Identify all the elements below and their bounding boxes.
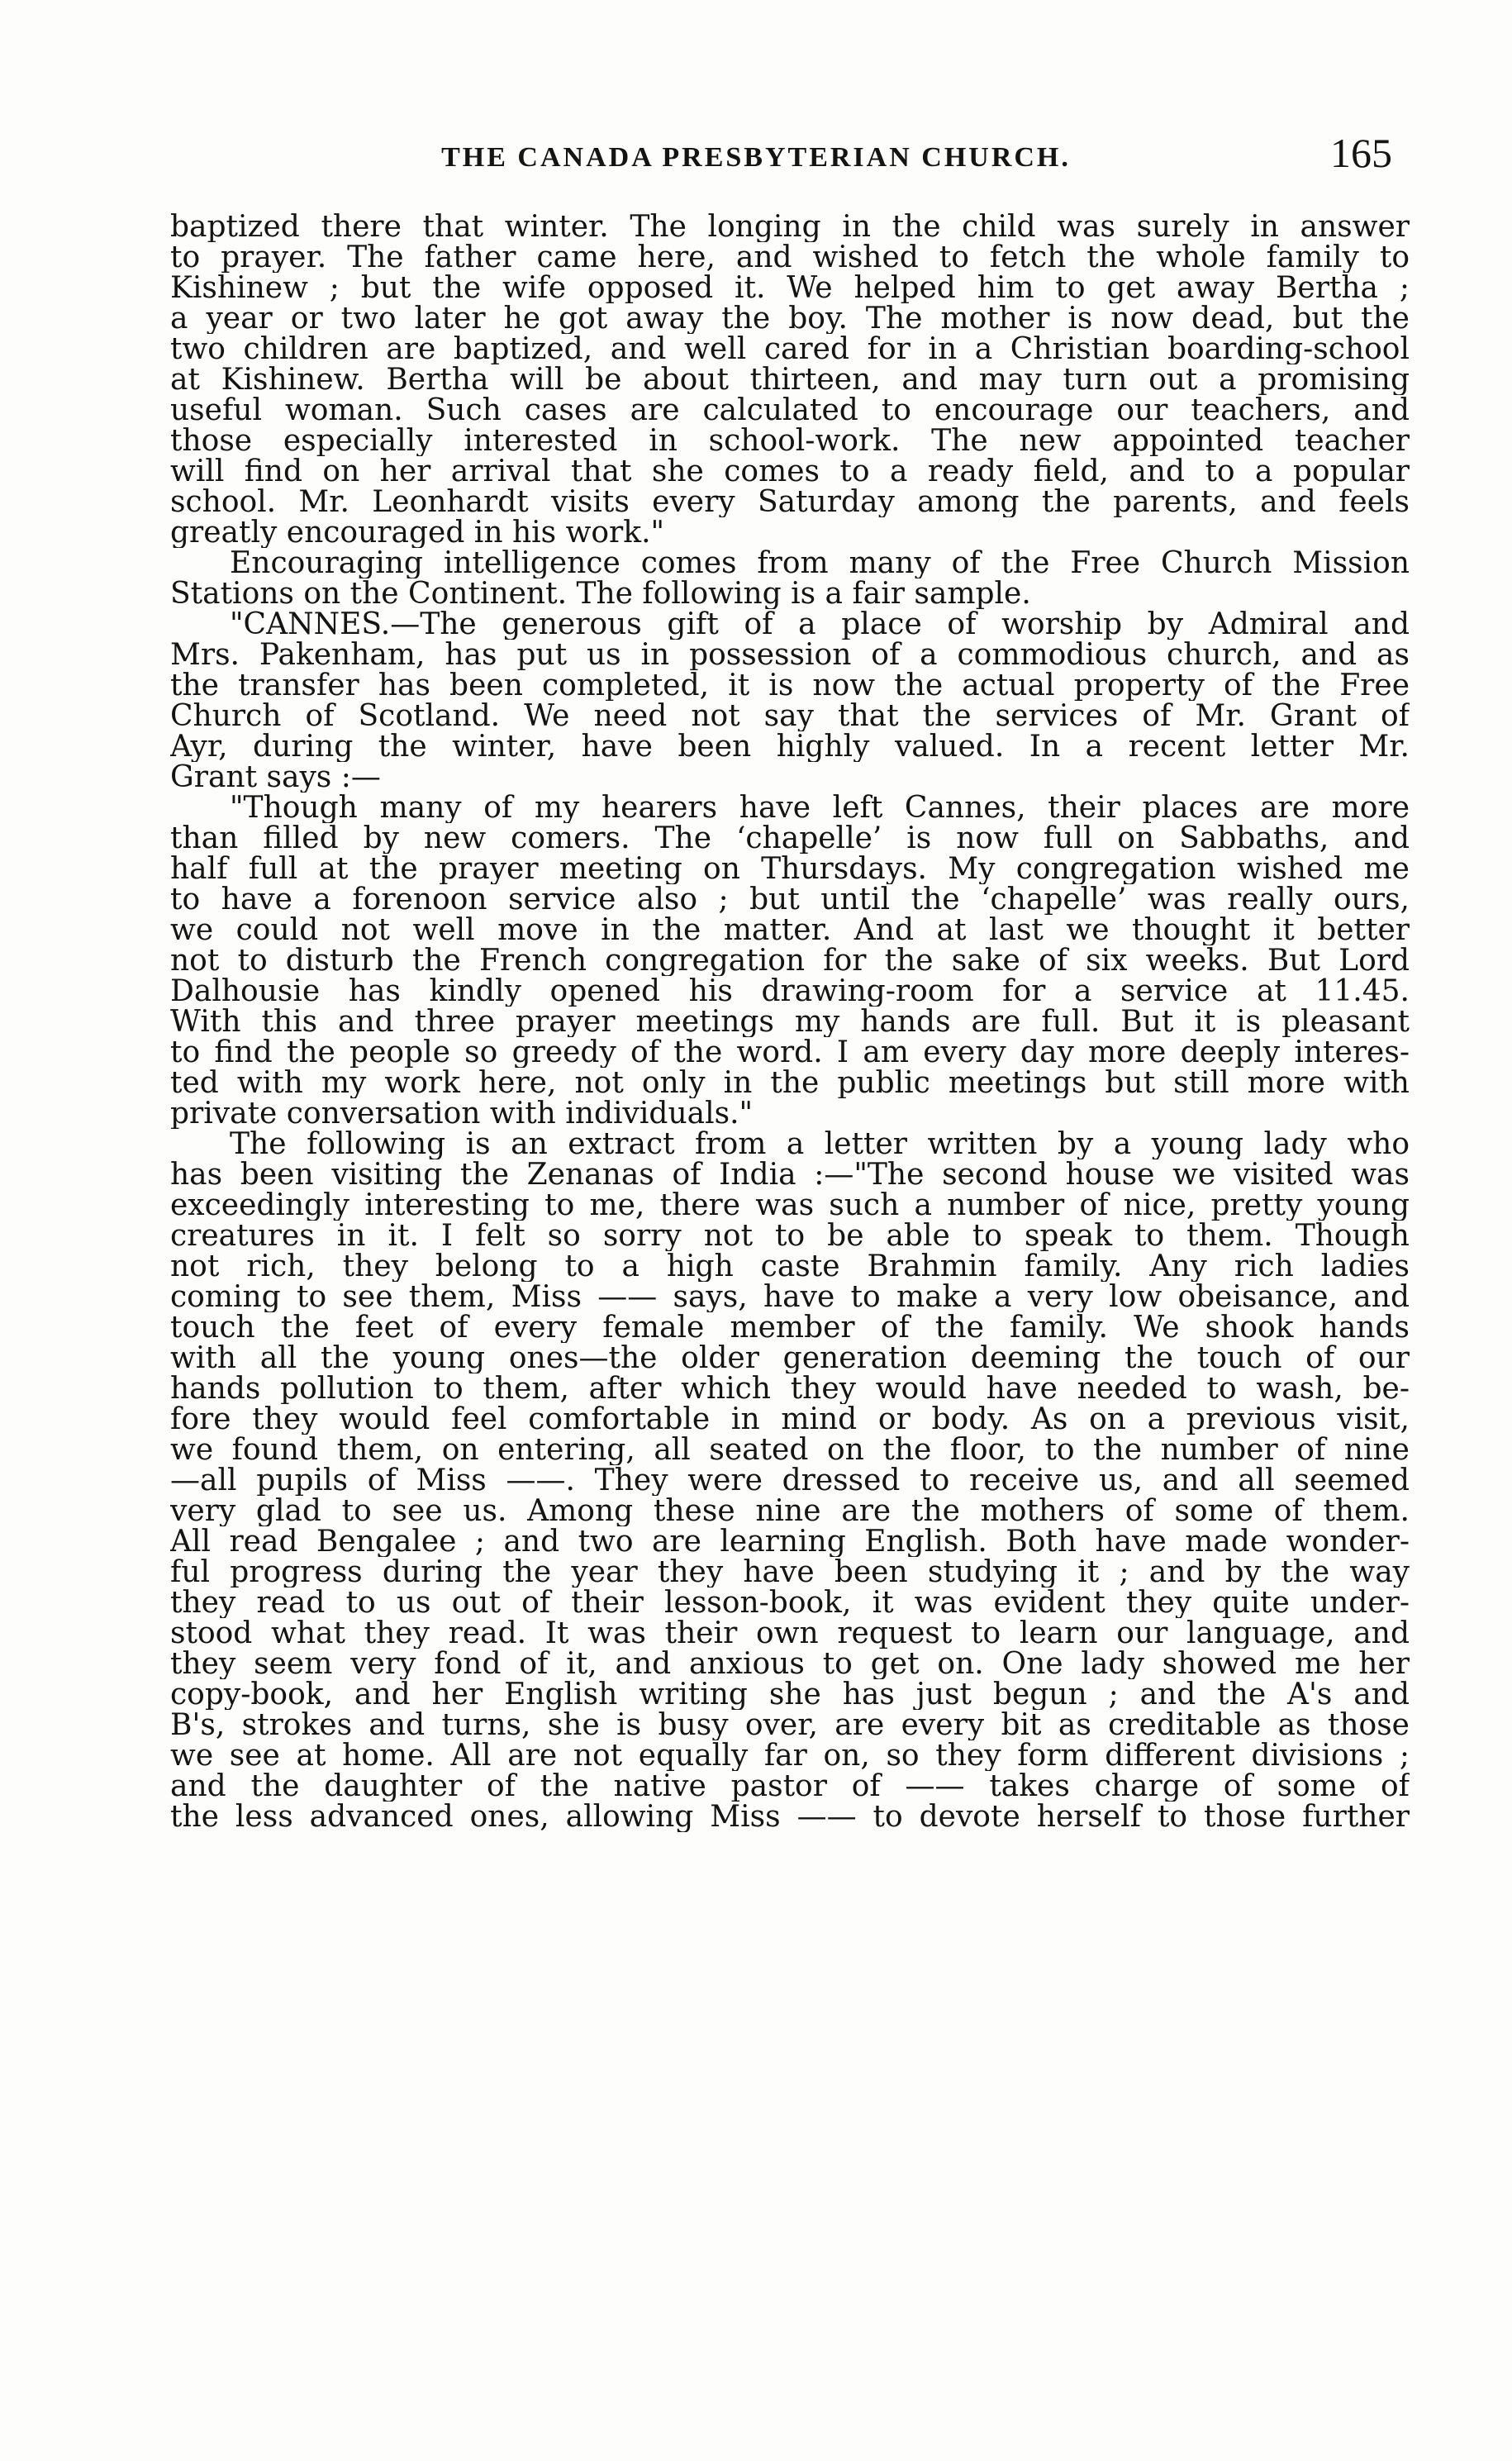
- body-line: B's, strokes and turns, she is busy over, are every bit as creditable as those: [170, 1710, 1410, 1740]
- body-line: and the daughter of the native pastor of —— takes charge of some of: [170, 1771, 1410, 1802]
- body-line: ted with my work here, not only in the public meetings but still more with: [170, 1068, 1410, 1098]
- body-line: hands pollution to them, after which they would have needed to wash, be-: [170, 1373, 1410, 1404]
- body-line: not rich, they belong to a high caste Brahmin family. Any rich ladies: [170, 1251, 1410, 1282]
- body-line: private conversation with individuals.": [170, 1098, 754, 1129]
- body-line: those especially interested in school-work. The new appointed teacher: [170, 426, 1410, 456]
- body-line: creatures in it. I felt so sorry not to be able to speak to them. Though: [170, 1221, 1410, 1251]
- body-line: they seem very fond of it, and anxious to get on. One lady showed me her: [170, 1649, 1410, 1679]
- body-line: the transfer has been completed, it is now the actual property of the Free: [170, 670, 1410, 701]
- body-line: With this and three prayer meetings my hands are full. But it is pleasant: [170, 1007, 1410, 1037]
- body-line: half full at the prayer meeting on Thursdays. My congregation wished me: [170, 854, 1410, 884]
- paragraph-start-line: Encouraging intelligence comes from many of the Free Church Mission: [230, 548, 1410, 578]
- body-line: the less advanced ones, allowing Miss —— to devote herself to those further: [170, 1802, 1410, 1832]
- body-line: Stations on the Continent. The following is a fair sample.: [170, 578, 1031, 609]
- body-line: Kishinew ; but the wife opposed it. We helped him to get away Bertha ;: [170, 273, 1410, 303]
- body-line: —all pupils of Miss ——. They were dressed to receive us, and all seemed: [170, 1465, 1410, 1496]
- body-line: we see at home. All are not equally far on, so they form different divisions ;: [170, 1740, 1410, 1771]
- body-line: coming to see them, Miss —— says, have to make a very low obeisance, and: [170, 1282, 1410, 1312]
- body-line: at Kishinew. Bertha will be about thirteen, and may turn out a promising: [170, 364, 1410, 395]
- paragraph-start-line: "CANNES.—The generous gift of a place of worship by Admiral and: [230, 609, 1410, 640]
- body-line: useful woman. Such cases are calculated to encourage our teachers, and: [170, 395, 1410, 426]
- body-line: Ayr, during the winter, have been highly valued. In a recent letter Mr.: [170, 731, 1410, 762]
- page-number: 165: [1330, 130, 1392, 176]
- body-line: a year or two later he got away the boy. The mother is now dead, but the: [170, 303, 1410, 334]
- body-line: Dalhousie has kindly opened his drawing-room for a service at 11.45.: [170, 976, 1410, 1007]
- body-line: Grant says :—: [170, 762, 381, 793]
- body-line: fore they would feel comfortable in mind or body. As on a previous visit,: [170, 1404, 1410, 1435]
- body-line: with all the young ones—the older generation deeming the touch of our: [170, 1343, 1410, 1373]
- body-line: two children are baptized, and well cared for in a Christian boarding-school: [170, 334, 1410, 364]
- body-line: touch the feet of every female member of the family. We shook hands: [170, 1312, 1410, 1343]
- body-line: not to disturb the French congregation for the sake of six weeks. But Lord: [170, 945, 1410, 976]
- body-line: we could not well move in the matter. And at last we thought it better: [170, 915, 1410, 945]
- paragraph-start-line: The following is an extract from a letter written by a young lady who: [230, 1129, 1410, 1159]
- body-line: has been visiting the Zenanas of India :—"The second house we visited was: [170, 1159, 1410, 1190]
- body-line: school. Mr. Leonhardt visits every Saturday among the parents, and feels: [170, 487, 1410, 517]
- body-line: Church of Scotland. We need not say that the services of Mr. Grant of: [170, 701, 1410, 731]
- running-header-title: THE CANADA PRESBYTERIAN CHURCH.: [441, 142, 1071, 173]
- body-line: ful progress during the year they have been studying it ; and by the way: [170, 1557, 1410, 1588]
- body-line: stood what they read. It was their own request to learn our language, and: [170, 1618, 1410, 1649]
- body-line: to find the people so greedy of the word. I am every day more deeply interes-: [170, 1037, 1410, 1068]
- body-line: than filled by new comers. The ‘chapelle’ is now full on Sabbaths, and: [170, 823, 1410, 854]
- body-line: baptized there that winter. The longing in the child was surely in answer: [170, 212, 1410, 242]
- body-text: [170, 212, 1410, 1832]
- body-line: will find on her arrival that she comes to a ready field, and to a popular: [170, 456, 1410, 487]
- body-line: to have a forenoon service also ; but until the ‘chapelle’ was really ours,: [170, 884, 1410, 915]
- body-line: All read Bengalee ; and two are learning English. Both have made wonder-: [170, 1526, 1410, 1557]
- paragraph-start-line: "Though many of my hearers have left Cannes, their places are more: [230, 793, 1410, 823]
- body-line: Mrs. Pakenham, has put us in possession of a commodious church, and as: [170, 640, 1410, 670]
- body-line: copy-book, and her English writing she has just begun ; and the A's and: [170, 1679, 1410, 1710]
- body-line: we found them, on entering, all seated on the floor, to the number of nine: [170, 1435, 1410, 1465]
- body-line: exceedingly interesting to me, there was such a number of nice, pretty young: [170, 1190, 1410, 1221]
- body-line: they read to us out of their lesson-book, it was evident they quite under-: [170, 1588, 1410, 1618]
- body-line: greatly encouraged in his work.": [170, 517, 665, 548]
- body-line: to prayer. The father came here, and wished to fetch the whole family to: [170, 242, 1410, 273]
- body-line: very glad to see us. Among these nine are the mothers of some of them.: [170, 1496, 1410, 1526]
